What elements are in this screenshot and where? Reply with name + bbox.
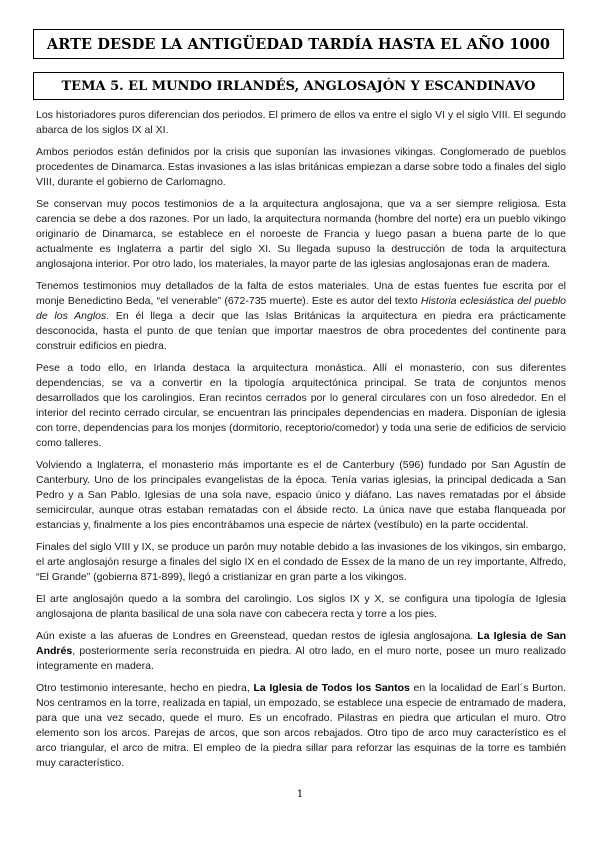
paragraph-7: Finales del siglo VIII y IX, se produce un parón muy notable debido a las invasiones de los vikingos, sin embargo, el arte anglosajón resurge a finales del siglo IX en el condado de Essex de la mano de un rey importante, Alfredo, “El Grande” (gobierna 871-899), llegó a cristianizar en gran parte a los vikingos. [36, 541, 566, 583]
paragraph-4 [36, 279, 566, 354]
paragraph-5: Pese a todo ello, en Irlanda destaca la arquitectura monástica. Allí el monasterio, con sus diferentes dependencias, se va a convertir en la tipología arquitectónica principal. Se trata de conjuntos menos desarrollados que los carolingios. Eran recintos cerrados por lo general circulares con un foso alrededor. En el interior del recinto cerrado circular, se encuentran las principales dependencias en madera. Disponían de iglesia con torre, dependencias para los monjes (dormitorio, receptorio/comedor) y toda una serie de edificios de servicio como talleres. [36, 362, 566, 449]
church-name-todos-los-santos: La Iglesia de Todos los Santos [253, 682, 410, 694]
paragraph-10-text-b: en la localidad de Earl´s Burton. Nos centramos en la torre, realizada en tapial, un empozado, se establece una especie de entramado de madera, para que una vez secado, quede el muro. Es un encofrado. Pilastras en piedra que articulan el muro. Otro elemento son los arcos. Parejas de arcos, que son arcos rebajados. Otro tipo de arco muy característico es el arco triangular, el arco de mitra. El empleo de la piedra sillar para reforzar las esquinas de la torre es también muy característico. [36, 682, 566, 769]
body-text [36, 108, 566, 778]
book-title: Historia eclesiástica del pueblo de los Anglos [36, 295, 566, 322]
paragraph-4-text-b: . En él llega a decir que las Islas Británicas la arquitectura en piedra era prácticamente desconocida, hasta el punto de que tenían que importar maestros de obra procedentes del continente para construir edificios en piedra. [36, 310, 567, 352]
page-number: 1 [296, 789, 304, 800]
paragraph-10-text-a: Otro testimonio interesante, hecho en piedra, [36, 682, 254, 694]
paragraph-9-text-a: Aún existe a las afueras de Londres en Greenstead, quedan restos de iglesia anglosajona. [36, 630, 478, 642]
paragraph-10 [36, 681, 566, 771]
paragraph-3: Se conservan muy pocos testimonios de a la arquitectura anglosajona, que va a ser siempre religiosa. Esta carencia se debe a dos razones. Por un lado, la arquitectura normanda (hombre del norte) era un pueblo vikingo originario de Dinamarca, se establece en el noroeste de Francia y luego pasan a buena parte de lo que actualmente es Inglaterra a partir del siglo XI. Su llegada supuso la destrucción de toda la arquitectura anglosajona interior. Por otro lado, los materiales, la mayor parte de las iglesias anglosajonas eran de madera. [36, 198, 566, 270]
paragraph-9-text-b: , posteriormente sería reconstruida en piedra. Al otro lado, en el muro norte, posee un muro realizado íntegramente en madera. [36, 645, 566, 672]
paragraph-2: Ambos periodos están definidos por la crisis que suponían las invasiones vikingas. Conglomerado de pueblos procedentes de Dinamarca. Estas invasiones a las islas británicas empiezan a darse sobre todo a finales del siglo VIII, durante el gobierno de Carlomagno. [36, 146, 566, 188]
paragraph-1: Los historiadores puros diferencian dos periodos. El primero de ellos va entre el siglo VI y el siglo VIII. El segundo abarca de los siglos IX al XI. [36, 109, 566, 136]
section-title: TEMA 5. EL MUNDO IRLANDÉS, ANGLOSAJÓN Y ESCANDINAVO [33, 72, 564, 100]
document-title: ARTE DESDE LA ANTIGÜEDAD TARDÍA HASTA EL AÑO 1000 [33, 29, 564, 59]
paragraph-8: El arte anglosajón quedo a la sombra del carolingio. Los siglos IX y X, se configura una tipología de Iglesia anglosajona de planta basilical de una sola nave con cabecera recta y torre a los pies. [36, 593, 566, 620]
paragraph-6: Volviendo a Inglaterra, el monasterio más importante es el de Canterbury (596) fundado por San Agustín de Canterbury. Uno de los principales evangelistas de la época. Tenía varias iglesias, la principal dedicada a San Pedro y a San Pablo. Iglesias de una sola nave, espacio único y diáfano. Las naves rematadas por el ábside semicircular, aunque otras estaban rematadas con el ábside recto. La única nave que estaba flanqueada por estancias y, finalmente a los pies encontrábamos una especie de nártex (vestíbulo) en la parte occidental. [36, 459, 566, 531]
church-name-san-andres: La Iglesia de San Andrés [36, 630, 566, 657]
paragraph-4-text-a: Tenemos testimonios muy detallados de la falta de estos materiales. Una de estas fuentes fue escrita por el monje Benedictino Beda, “el venerable” (672-735 muerte). Este es autor del texto [36, 280, 566, 307]
paragraph-9 [36, 629, 566, 674]
